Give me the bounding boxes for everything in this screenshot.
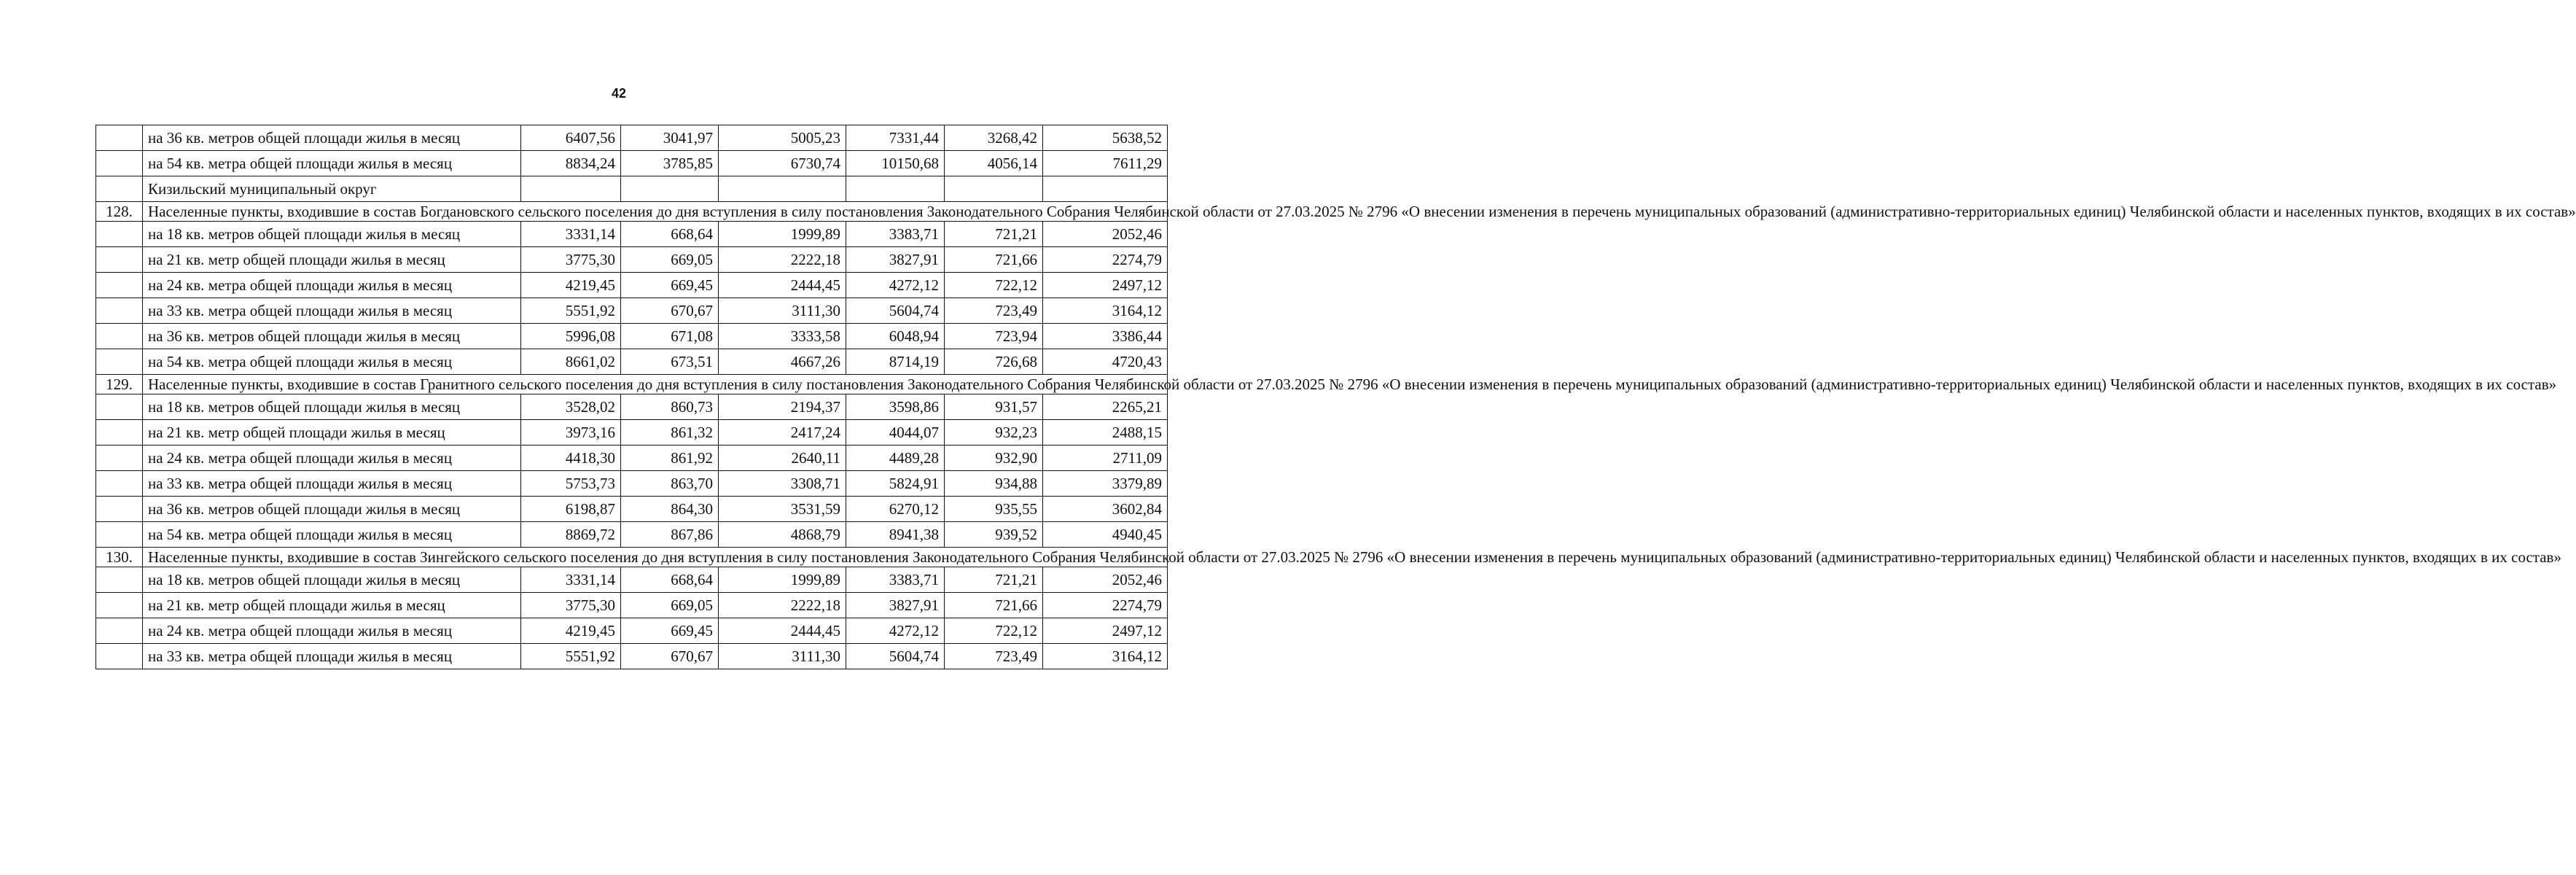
value-cell: 4720,43 — [1043, 349, 1168, 375]
row-number-cell — [96, 222, 143, 247]
value-cell: 3383,71 — [846, 222, 945, 247]
value-cell: 931,57 — [945, 394, 1043, 420]
value-cell: 4219,45 — [521, 618, 621, 644]
value-cell: 932,90 — [945, 446, 1043, 471]
value-cell: 5753,73 — [521, 471, 621, 497]
row-number-cell — [96, 420, 143, 446]
value-cell: 2222,18 — [719, 593, 846, 618]
value-cell: 2488,15 — [1043, 420, 1168, 446]
value-cell: 668,64 — [621, 567, 719, 593]
value-cell: 2711,09 — [1043, 446, 1168, 471]
value-cell: 2194,37 — [719, 394, 846, 420]
value-cell: 3268,42 — [945, 125, 1043, 151]
table-row — [96, 247, 1168, 273]
row-number-cell — [96, 618, 143, 644]
table-row — [96, 497, 1168, 522]
row-label: на 33 кв. метра общей площади жилья в месяц — [143, 298, 521, 324]
section-number: 129. — [96, 375, 143, 394]
table-row — [96, 644, 1168, 669]
value-cell: 935,55 — [945, 497, 1043, 522]
value-cell: 860,73 — [621, 394, 719, 420]
value-cell: 8869,72 — [521, 522, 621, 548]
value-cell: 5604,74 — [846, 644, 945, 669]
row-label: на 24 кв. метра общей площади жилья в месяц — [143, 273, 521, 298]
value-cell: 867,86 — [621, 522, 719, 548]
value-cell: 2052,46 — [1043, 222, 1168, 247]
row-number-cell — [96, 471, 143, 497]
empty-cell — [521, 176, 621, 202]
value-cell: 6198,87 — [521, 497, 621, 522]
value-cell: 2640,11 — [719, 446, 846, 471]
value-cell: 3973,16 — [521, 420, 621, 446]
value-cell: 5005,23 — [719, 125, 846, 151]
value-cell: 2052,46 — [1043, 567, 1168, 593]
value-cell: 668,64 — [621, 222, 719, 247]
value-cell: 3111,30 — [719, 644, 846, 669]
value-cell: 669,45 — [621, 273, 719, 298]
value-cell: 4056,14 — [945, 151, 1043, 176]
value-cell: 3333,58 — [719, 324, 846, 349]
table-row — [96, 222, 1168, 247]
value-cell: 5638,52 — [1043, 125, 1168, 151]
value-cell: 3775,30 — [521, 593, 621, 618]
row-label: на 24 кв. метра общей площади жилья в месяц — [143, 618, 521, 644]
value-cell: 934,88 — [945, 471, 1043, 497]
row-number-cell — [96, 522, 143, 548]
value-cell: 670,67 — [621, 644, 719, 669]
table-row — [96, 471, 1168, 497]
row-number-cell — [96, 176, 143, 202]
value-cell: 722,12 — [945, 273, 1043, 298]
table-row — [96, 273, 1168, 298]
value-cell: 673,51 — [621, 349, 719, 375]
value-cell: 3827,91 — [846, 247, 945, 273]
value-cell: 3164,12 — [1043, 298, 1168, 324]
value-cell: 4272,12 — [846, 618, 945, 644]
row-label: на 36 кв. метров общей площади жилья в месяц — [143, 324, 521, 349]
value-cell: 6407,56 — [521, 125, 621, 151]
value-cell: 4868,79 — [719, 522, 846, 548]
row-number-cell — [96, 644, 143, 669]
value-cell: 722,12 — [945, 618, 1043, 644]
value-cell: 5551,92 — [521, 298, 621, 324]
value-cell: 1999,89 — [719, 222, 846, 247]
value-cell: 2444,45 — [719, 618, 846, 644]
empty-cell — [621, 176, 719, 202]
value-cell: 3331,14 — [521, 567, 621, 593]
value-cell: 8714,19 — [846, 349, 945, 375]
value-cell: 669,05 — [621, 593, 719, 618]
table-row — [96, 446, 1168, 471]
value-cell: 5996,08 — [521, 324, 621, 349]
value-cell: 3383,71 — [846, 567, 945, 593]
table-row — [96, 324, 1168, 349]
value-cell: 6270,12 — [846, 497, 945, 522]
value-cell: 721,21 — [945, 567, 1043, 593]
value-cell: 2497,12 — [1043, 273, 1168, 298]
value-cell: 721,21 — [945, 222, 1043, 247]
row-number-cell — [96, 593, 143, 618]
value-cell: 2274,79 — [1043, 247, 1168, 273]
section-description: Населенные пункты, входившие в состав Гранитного сельского поселения до дня вступления в силу постановления Законодательного Собрания Челябинской области от 27.03.2025 № 2796 «О внесении изменения в перечень муниципальных образований (административно-территориальных единиц) Челябинской области и населенных пунктов, входящих в их состав» — [143, 375, 1168, 394]
value-cell: 10150,68 — [846, 151, 945, 176]
row-number-cell — [96, 247, 143, 273]
row-number-cell — [96, 446, 143, 471]
section-row — [96, 375, 1168, 394]
value-cell: 5551,92 — [521, 644, 621, 669]
empty-cell — [719, 176, 846, 202]
value-cell: 721,66 — [945, 247, 1043, 273]
row-number-cell — [96, 273, 143, 298]
row-label: на 21 кв. метр общей площади жилья в месяц — [143, 420, 521, 446]
section-row — [96, 548, 1168, 567]
value-cell: 3308,71 — [719, 471, 846, 497]
value-cell: 3785,85 — [621, 151, 719, 176]
section-description: Населенные пункты, входившие в состав Зингейского сельского поселения до дня вступления в силу постановления Законодательного Собрания Челябинской области от 27.03.2025 № 2796 «О внесении изменения в перечень муниципальных образований (административно-территориальных единиц) Челябинской области и населенных пунктов, входящих в их состав» — [143, 548, 1168, 567]
row-label: на 21 кв. метр общей площади жилья в месяц — [143, 247, 521, 273]
value-cell: 2274,79 — [1043, 593, 1168, 618]
row-number-cell — [96, 125, 143, 151]
row-label: на 24 кв. метра общей площади жилья в месяц — [143, 446, 521, 471]
page-number: 42 — [611, 86, 627, 101]
table-row — [96, 125, 1168, 151]
value-cell: 3598,86 — [846, 394, 945, 420]
value-cell: 4667,26 — [719, 349, 846, 375]
value-cell: 3111,30 — [719, 298, 846, 324]
value-cell: 2265,21 — [1043, 394, 1168, 420]
row-number-cell — [96, 298, 143, 324]
value-cell: 2444,45 — [719, 273, 846, 298]
row-number-cell — [96, 349, 143, 375]
value-cell: 670,67 — [621, 298, 719, 324]
value-cell: 4272,12 — [846, 273, 945, 298]
value-cell: 669,45 — [621, 618, 719, 644]
value-cell: 5824,91 — [846, 471, 945, 497]
row-label: на 36 кв. метров общей площади жилья в месяц — [143, 497, 521, 522]
value-cell: 932,23 — [945, 420, 1043, 446]
value-cell: 861,92 — [621, 446, 719, 471]
value-cell: 671,08 — [621, 324, 719, 349]
table-body — [96, 125, 2576, 669]
district-heading: Кизильский муниципальный округ — [143, 176, 521, 202]
table-row — [96, 618, 1168, 644]
value-cell: 3602,84 — [1043, 497, 1168, 522]
district-heading-row — [96, 176, 1168, 202]
value-cell: 5604,74 — [846, 298, 945, 324]
value-cell: 6048,94 — [846, 324, 945, 349]
value-cell: 3164,12 — [1043, 644, 1168, 669]
value-cell: 7331,44 — [846, 125, 945, 151]
row-label: на 33 кв. метра общей площади жилья в месяц — [143, 644, 521, 669]
value-cell: 723,94 — [945, 324, 1043, 349]
section-description: Населенные пункты, входившие в состав Богдановского сельского поселения до дня вступления в силу постановления Законодательного Собрания Челябинской области от 27.03.2025 № 2796 «О внесении изменения в перечень муниципальных образований (административно-территориальных единиц) Челябинской области и населенных пунктов, входящих в их состав» — [143, 202, 1168, 222]
section-number: 130. — [96, 548, 143, 567]
empty-cell — [846, 176, 945, 202]
value-cell: 721,66 — [945, 593, 1043, 618]
table-row — [96, 151, 1168, 176]
row-number-cell — [96, 324, 143, 349]
row-number-cell — [96, 497, 143, 522]
value-cell: 2497,12 — [1043, 618, 1168, 644]
row-label: на 36 кв. метров общей площади жилья в месяц — [143, 125, 521, 151]
table-row — [96, 394, 1168, 420]
table-row — [96, 420, 1168, 446]
row-label: на 33 кв. метра общей площади жилья в месяц — [143, 471, 521, 497]
value-cell: 3528,02 — [521, 394, 621, 420]
table-row — [96, 349, 1168, 375]
value-cell: 4489,28 — [846, 446, 945, 471]
table-row — [96, 522, 1168, 548]
value-cell: 4418,30 — [521, 446, 621, 471]
empty-cell — [1043, 176, 1168, 202]
row-label: на 18 кв. метров общей площади жилья в месяц — [143, 567, 521, 593]
value-cell: 8941,38 — [846, 522, 945, 548]
empty-cell — [945, 176, 1043, 202]
value-cell: 3775,30 — [521, 247, 621, 273]
row-label: на 18 кв. метров общей площади жилья в месяц — [143, 222, 521, 247]
tariff-table — [95, 125, 2576, 669]
row-label: на 18 кв. метров общей площади жилья в месяц — [143, 394, 521, 420]
value-cell: 2417,24 — [719, 420, 846, 446]
value-cell: 8834,24 — [521, 151, 621, 176]
value-cell: 3531,59 — [719, 497, 846, 522]
value-cell: 1999,89 — [719, 567, 846, 593]
value-cell: 3379,89 — [1043, 471, 1168, 497]
value-cell: 864,30 — [621, 497, 719, 522]
table-row — [96, 298, 1168, 324]
section-row — [96, 202, 1168, 222]
row-number-cell — [96, 567, 143, 593]
row-label: на 21 кв. метр общей площади жилья в месяц — [143, 593, 521, 618]
value-cell: 4044,07 — [846, 420, 945, 446]
table-row — [96, 593, 1168, 618]
value-cell: 8661,02 — [521, 349, 621, 375]
value-cell: 939,52 — [945, 522, 1043, 548]
section-number: 128. — [96, 202, 143, 222]
value-cell: 723,49 — [945, 298, 1043, 324]
value-cell: 726,68 — [945, 349, 1043, 375]
row-label: на 54 кв. метра общей площади жилья в месяц — [143, 151, 521, 176]
value-cell: 669,05 — [621, 247, 719, 273]
row-label: на 54 кв. метра общей площади жилья в месяц — [143, 349, 521, 375]
value-cell: 3041,97 — [621, 125, 719, 151]
value-cell: 723,49 — [945, 644, 1043, 669]
row-number-cell — [96, 151, 143, 176]
value-cell: 2222,18 — [719, 247, 846, 273]
value-cell: 4219,45 — [521, 273, 621, 298]
row-label: на 54 кв. метра общей площади жилья в месяц — [143, 522, 521, 548]
value-cell: 3386,44 — [1043, 324, 1168, 349]
row-number-cell — [96, 394, 143, 420]
value-cell: 6730,74 — [719, 151, 846, 176]
value-cell: 3827,91 — [846, 593, 945, 618]
value-cell: 861,32 — [621, 420, 719, 446]
value-cell: 3331,14 — [521, 222, 621, 247]
value-cell: 863,70 — [621, 471, 719, 497]
value-cell: 4940,45 — [1043, 522, 1168, 548]
value-cell: 7611,29 — [1043, 151, 1168, 176]
table-row — [96, 567, 1168, 593]
